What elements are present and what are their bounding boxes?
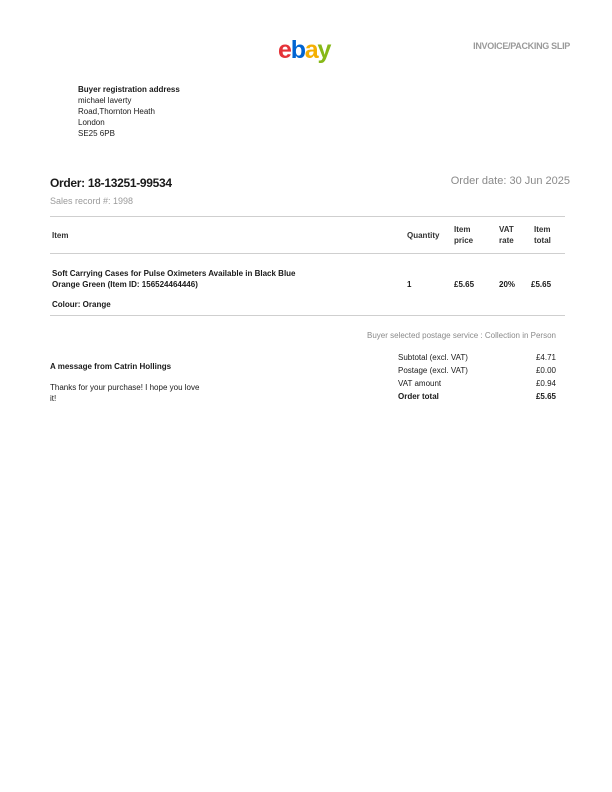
item-quantity: 1 — [407, 280, 412, 289]
order-number: Order: 18-13251-99534 — [50, 176, 172, 190]
col-header-item-total: Item total — [534, 225, 551, 245]
item-vat-rate: 20% — [499, 280, 516, 289]
buyer-street: Road,Thornton Heath — [78, 107, 155, 116]
vat-amount-label: VAT amount — [398, 379, 442, 388]
logo-letter-y: y — [317, 36, 331, 64]
postage-value: £0.00 — [535, 366, 556, 375]
order-total-value: £5.65 — [535, 392, 556, 401]
sales-record: Sales record #: 1998 — [50, 196, 134, 206]
ebay-logo — [278, 38, 330, 63]
subtotal-label: Subtotal (excl. VAT) — [398, 353, 468, 362]
item-variation: Colour: Orange — [52, 300, 111, 309]
col-header-vat-rate: VAT rate — [499, 225, 514, 245]
vat-amount-value: £0.94 — [535, 379, 556, 388]
buyer-postcode: SE25 6PB — [78, 129, 115, 138]
buyer-address-heading: Buyer registration address — [78, 85, 180, 94]
postage-service: Buyer selected postage service : Collection in Person — [367, 331, 556, 340]
subtotal-value: £4.71 — [535, 353, 556, 362]
document-type-label: INVOICE/PACKING SLIP — [473, 41, 570, 51]
logo-letter-a: a — [304, 36, 318, 64]
item-title-line1: Soft Carrying Cases for Pulse Oximeters Available in Black Blue — [52, 269, 296, 278]
col-header-item: Item — [52, 231, 69, 240]
seller-message-title: A message from Catrin Hollings — [50, 362, 172, 371]
postage-label: Postage (excl. VAT) — [398, 366, 468, 375]
logo-letter-b: b — [290, 36, 305, 64]
buyer-city: London — [78, 118, 105, 127]
item-title-line2: Orange Green (Item ID: 156524464446) — [52, 280, 198, 289]
table-bottom-divider — [50, 315, 565, 316]
seller-message-body: Thanks for your purchase! I hope you love it! — [50, 383, 200, 403]
buyer-name: michael laverty — [78, 96, 132, 105]
buyer-address-block — [78, 84, 180, 139]
table-top-divider — [50, 216, 565, 217]
item-price: £5.65 — [454, 280, 475, 289]
order-total-label: Order total — [398, 392, 439, 401]
item-total: £5.65 — [531, 280, 552, 289]
logo-letter-e: e — [278, 36, 291, 64]
order-date: Order date: 30 Jun 2025 — [450, 175, 570, 187]
col-header-item-price: Item price — [454, 225, 474, 245]
table-header-divider — [50, 253, 565, 254]
col-header-quantity: Quantity — [407, 231, 440, 240]
